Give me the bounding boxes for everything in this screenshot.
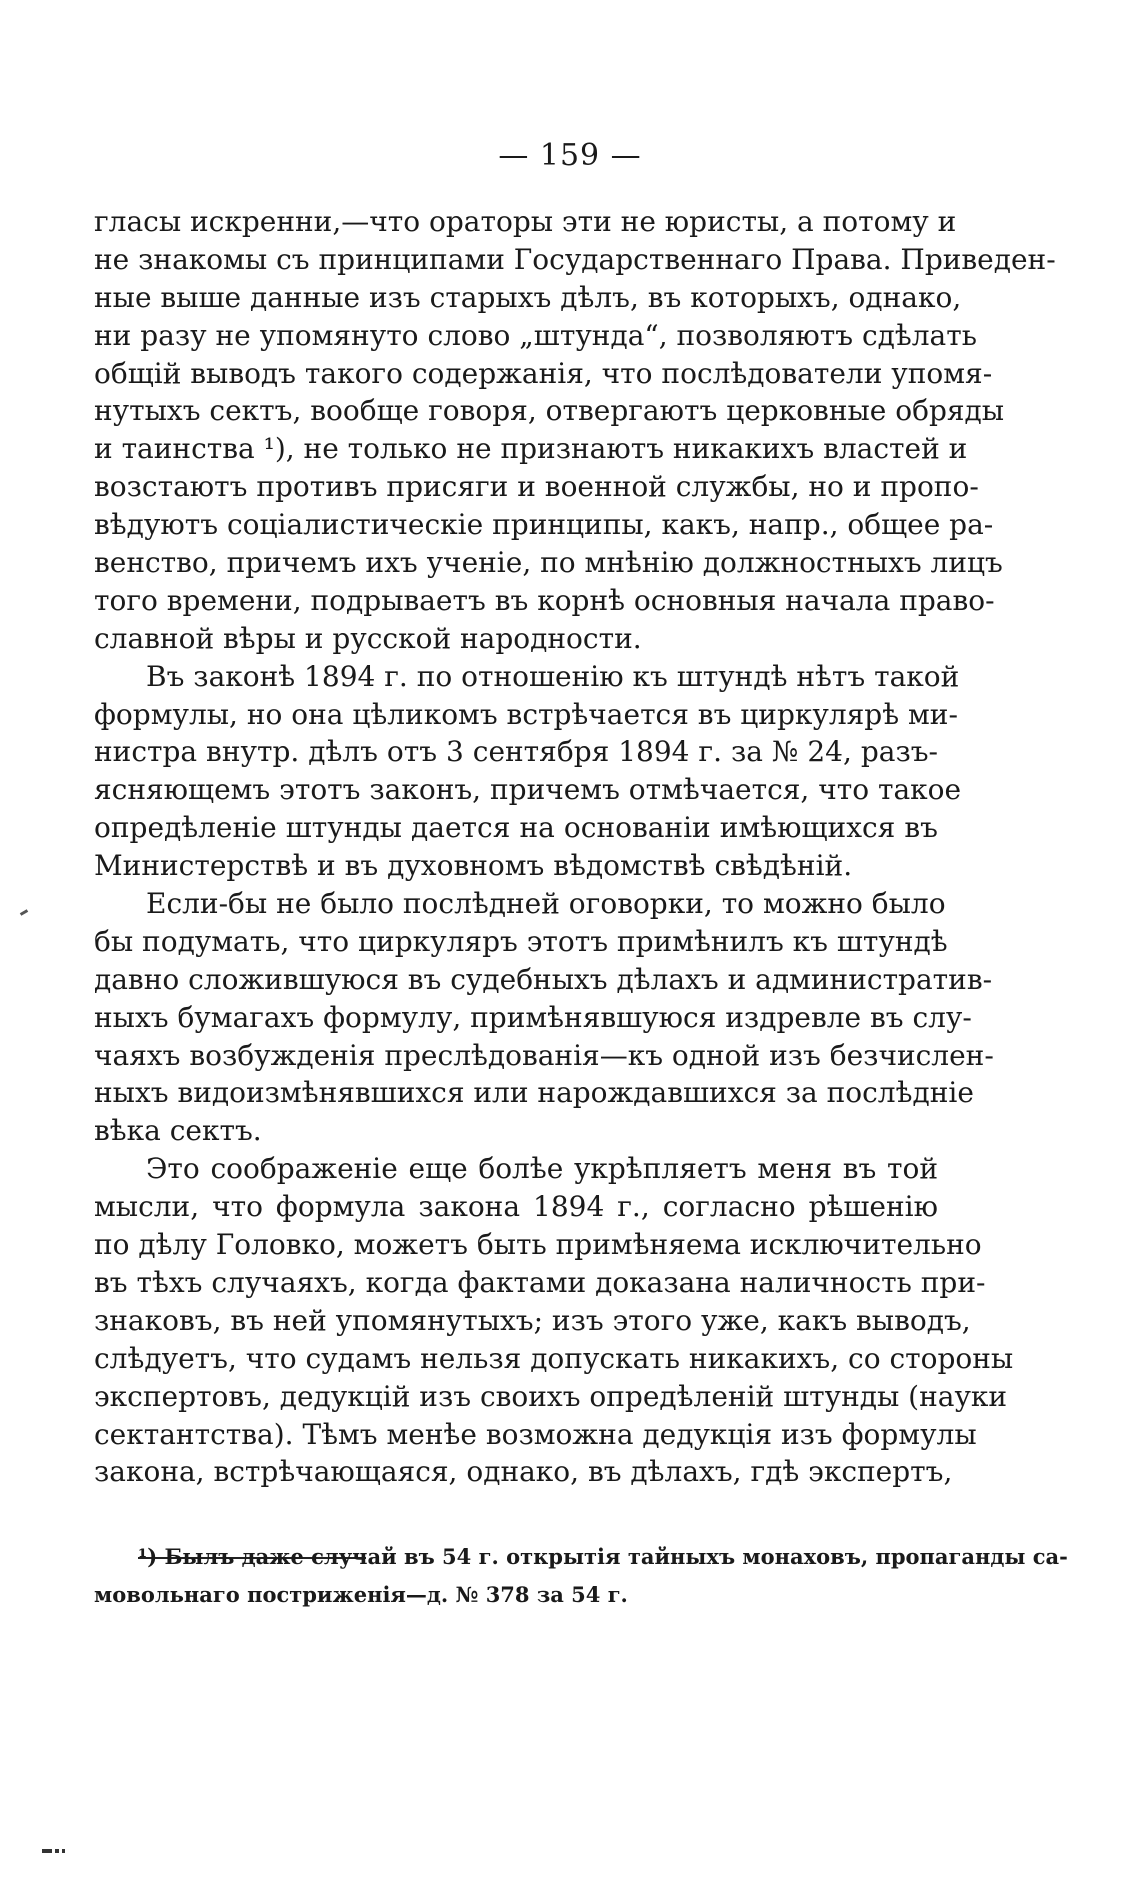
text-line: Министерствѣ и въ духовномъ вѣдомствѣ свѣдѣній.: [94, 849, 853, 883]
page-number: — 159 —: [498, 138, 642, 173]
text-line: венство, причемъ ихъ ученіе, по мнѣнію должностныхъ лицъ: [94, 546, 1003, 580]
text-line: вѣдуютъ соціалистическіе принципы, какъ, напр., общее ра-: [94, 508, 994, 542]
scan-mark: [42, 1838, 72, 1843]
text-line: славной вѣры и русской народности.: [94, 621, 642, 655]
text-line: нистра внутр. дѣлъ отъ 3 сентября 1894 г. за № 24, разъ-: [94, 735, 938, 769]
text-line: Это соображеніе еще болѣе укрѣпляетъ меня въ той: [146, 1152, 938, 1186]
text-line: мысли, что формула закона 1894 г., согласно рѣшенію: [94, 1190, 938, 1224]
text-line: того времени, подрываетъ въ корнѣ основныя начала право-: [94, 583, 995, 617]
text-line: Въ законѣ 1894 г. по отношенію къ штундѣ нѣтъ такой: [146, 659, 960, 693]
text-line: Если-бы не было послѣдней оговорки, то можно было: [146, 887, 946, 921]
body-text: [94, 203, 1056, 1491]
text-line: формулы, но она цѣликомъ встрѣчается въ циркулярѣ ми-: [94, 697, 958, 731]
text-line: бы подумать, что циркуляръ этотъ примѣнилъ къ штундѣ: [94, 924, 948, 958]
text-line: нутыхъ сектъ, вообще говоря, отвергаютъ церковные обряды: [94, 394, 1005, 428]
text-line: ныхъ бумагахъ формулу, примѣнявшуюся издревле въ слу-: [94, 1000, 972, 1034]
text-line: не знакомы съ принципами Государственнаго Права. Приведен-: [94, 242, 1056, 276]
text-line: слѣдуетъ, что судамъ нельзя допускать никакихъ, со стороны: [94, 1341, 1014, 1375]
text-line: ныхъ видоизмѣнявшихся или нарождавшихся за послѣдніе: [94, 1076, 974, 1110]
text-line: ные выше данные изъ старыхъ дѣлъ, въ которыхъ, однако,: [94, 280, 962, 314]
text-line: и таинства ¹), не только не признаютъ никакихъ властей и: [94, 432, 968, 466]
text-line: общій выводъ такого содержанія, что послѣдователи упомя-: [94, 356, 993, 390]
text-line: знаковъ, въ ней упомянутыхъ; изъ этого уже, какъ выводъ,: [94, 1303, 971, 1337]
text-line: давно сложившуюся въ судебныхъ дѣлахъ и административ-: [94, 962, 993, 996]
text-line: ясняющемъ этотъ законъ, причемъ отмѣчается, что такое: [94, 773, 962, 807]
footnote-line: ¹) Былъ даже случай въ 54 г. открытія тайныхъ монаховъ, пропаганды са-: [138, 1544, 1068, 1569]
text-line: сектантства). Тѣмъ менѣе возможна дедукція изъ формулы: [94, 1417, 977, 1451]
text-line: ни разу не упомянуто слово „штунда“, позволяютъ сдѣлать: [94, 318, 977, 352]
text-line: экспертовъ, дедукцій изъ своихъ опредѣленій штунды (науки: [94, 1379, 1008, 1413]
text-line: гласы искренни,—что ораторы эти не юристы, а потому и: [94, 205, 957, 238]
text-line: закона, встрѣчающаяся, однако, въ дѣлахъ, гдѣ экспертъ,: [94, 1455, 953, 1489]
text-line: по дѣлу Головко, можетъ быть примѣняема исключительно: [94, 1228, 982, 1262]
margin-mark: [20, 909, 28, 916]
text-line: въ тѣхъ случаяхъ, когда фактами доказана наличность при-: [94, 1265, 986, 1299]
text-line: чаяхъ возбужденія преслѣдованія—къ одной изъ безчислен-: [94, 1038, 994, 1072]
text-line: вѣка сектъ.: [94, 1114, 262, 1148]
footnote-line: мовольнаго постриженія—д. № 378 за 54 г.: [94, 1582, 628, 1607]
footnotes: [94, 1538, 1068, 1614]
text-line: опредѣленіе штунды дается на основаніи имѣющихся въ: [94, 811, 938, 845]
text-line: возстаютъ противъ присяги и военной службы, но и пропо-: [94, 470, 979, 504]
